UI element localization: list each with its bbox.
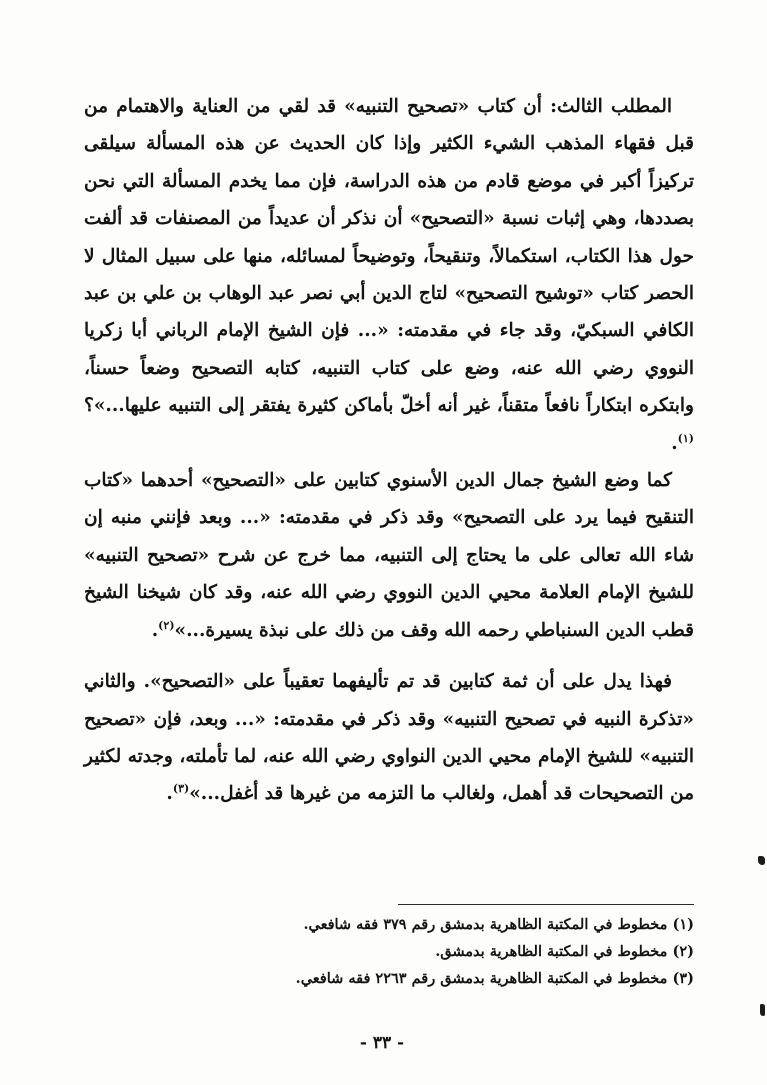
footnote-divider — [398, 904, 694, 905]
paragraph-3: فهذا يدل على أن ثمة كتابين قد تم تأليفهما تعقيباً على «التصحيح». والثاني «تذكرة النبيه في تصحيح التنبيه» وقد ذكر في مقدمته: «... وبعد، فإن «تصحيح التنبيه» للشيخ الإمام محيي الدين النواوي رضي الله عنه، لما تأملته، وجدته لكثير من التصحيحات قد أهمل، ولغالب ما التزمه من غيرها قد أغفل...»$^{(٣)}$. — [84, 671, 694, 805]
paragraph-1-text: أن كتاب «تصحيح التنبيه» قد لقي من العناية والاهتمام من قبل فقهاء المذهب الشيء الكثير وإذا كان الحديث عن هذه المسألة سيلقى تركيزاً أكبر في موضع قادم من هذه الدراسة، فإن مما يخدم المسألة التي نحن بصددها، وهي إثبات نسبة «التصحيح» أن نذكر أن عديداً من المصنفات قد ألفت حول هذا الكتاب، استكمالاً، وتنقيحاً، وتوضيحاً لمسائله، منها على سبيل المثال لا الحصر كتاب «توشيح التصحيح» لتاج الدين أبي نصر عبد الوهاب بن علي بن عبد الكافي السبكيّ، وقد جاء في مقدمته: «... فإن الشيخ الإمام الرباني أبا زكريا النووي رضي الله عنه، وضع على كتاب التنبيه، كتابه التصحيح وضعاً حسناً، وابتكره ابتكاراً نافعاً متقناً، غير أنه أخلّ بأماكن كثيرة يفتقر إلى التنبيه عليها...»؟ — [84, 96, 694, 417]
main-text — [84, 88, 694, 813]
paragraph-1: المطلب الثالث: أن كتاب «تصحيح التنبيه» قد لقي من العناية والاهتمام من قبل فقهاء المذهب الشيء الكثير وإذا كان الحديث عن هذه المسألة سيلقى تركيزاً أكبر في موضع قادم من هذه الدراسة، فإن مما يخدم المسألة التي نحن بصددها، وهي إثبات نسبة «التصحيح» أن نذكر أن عديداً من المصنفات قد ألفت حول هذا الكتاب، استكمالاً، وتنقيحاً، وتوضيحاً لمسائله، منها على سبيل المثال لا الحصر كتاب «توشيح التصحيح» لتاج الدين أبي نصر عبد الوهاب بن علي بن عبد الكافي السبكيّ، وقد جاء في مقدمته: «... فإن الشيخ الإمام الرباني أبا زكريا النووي رضي الله عنه، وضع على كتاب التنبيه، كتابه التصحيح وضعاً حسناً، وابتكره ابتكاراً نافعاً متقناً، غير أنه أخلّ بأماكن كثيرة يفتقر إلى التنبيه عليها...»؟$^{(١)}$. — [84, 96, 694, 454]
scan-edge-mark — [760, 1004, 765, 1016]
footnote-1: (١) مخطوط في المكتبة الظاهرية بدمشق رقم ٣٧٩ فقه شافعي. — [303, 916, 694, 933]
footnote-ref-3: (٣) — [172, 782, 190, 796]
footnotes — [84, 911, 694, 992]
section-heading: المطلب الثالث: — [550, 96, 672, 117]
footnote-ref-2: (٢) — [158, 618, 175, 632]
page-number: - ٣٣ - — [359, 1033, 405, 1053]
paragraph-3-text: فهذا يدل على أن ثمة كتابين قد تم تأليفهما تعقيباً على «التصحيح». والثاني «تذكرة النبيه في تصحيح التنبيه» وقد ذكر في مقدمته: «... وبعد، فإن «تصحيح التنبيه» للشيخ الإمام محيي الدين النواوي رضي الله عنه، لما تأملته، وجدته لكثير من التصحيحات قد أهمل، ولغالب ما التزمه من غيرها قد أغفل...» — [84, 671, 694, 805]
footnote-2: (٢) مخطوط في المكتبة الظاهرية بدمشق. — [435, 943, 694, 960]
footnote-ref-1: (١) — [677, 431, 694, 445]
scan-edge-mark — [758, 856, 765, 865]
paragraph-2-text: كما وضع الشيخ جمال الدين الأسنوي كتابين على «التصحيح» أحدهما «كتاب التنقيح فيما يرد على التصحيح» وقد ذكر في مقدمته: «... وبعد فإنني منبه إن شاء الله تعالى على ما يحتاج إلى التنبيه، مما خرج عن شرح «تصحيح التنبيه» للشيخ الإمام العلامة محيي الدين النووي رضي الله عنه، وقد كان شيخنا الشيخ قطب الدين السنباطي رحمه الله وقف من ذلك على نبذة يسيرة...» — [84, 470, 694, 641]
paragraph-2: كما وضع الشيخ جمال الدين الأسنوي كتابين على «التصحيح» أحدهما «كتاب التنقيح فيما يرد على التصحيح» وقد ذكر في مقدمته: «... وبعد فإنني منبه إن شاء الله تعالى على ما يحتاج إلى التنبيه، مما خرج عن شرح «تصحيح التنبيه» للشيخ الإمام العلامة محيي الدين النووي رضي الله عنه، وقد كان شيخنا الشيخ قطب الدين السنباطي رحمه الله وقف من ذلك على نبذة يسيرة...»$^{(٢)}$. — [84, 470, 694, 641]
footnote-3: (٣) مخطوط في المكتبة الظاهرية بدمشق رقم ٢٢٦٣ فقه شافعي. — [295, 970, 694, 987]
